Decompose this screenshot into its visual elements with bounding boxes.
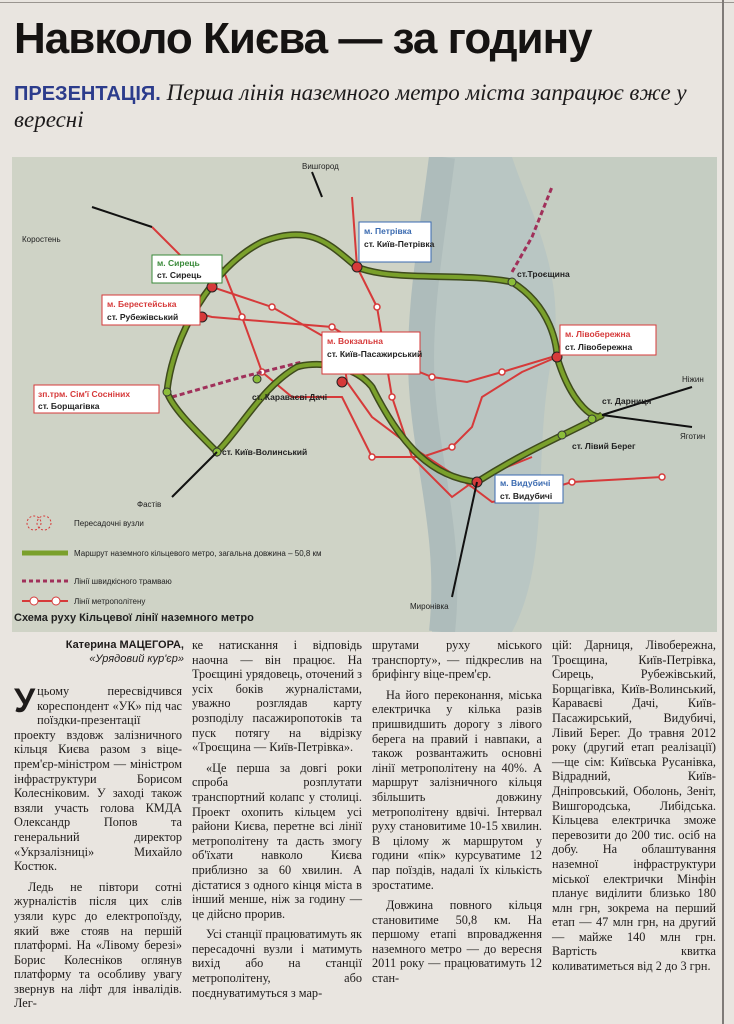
label-vokzal-metro: м. Вокзальна [327, 336, 383, 346]
article-paragraph: ке натискання і відповідь наочна — він працює. На Троєщині урядовець, оточений з усіх боків журналістами, уважно розглядав карту розподілу пасажиропотоків та пуск потягу на відрізку «Троєщина — Київ-Петрівка». [192, 638, 362, 755]
place-yahotyn: Яготин [680, 432, 706, 441]
article-paragraph: «Це перша за довгі роки спроба розплутати транспортний колапс у столиці. Проект охопить кільцем усі райони Києва, перетне всі лінії метрополітену та дасть змогу об'їхати навколо Києва приблизно за 60 хвилин. А дістатися з одного кінця міста в інший менше, ніж за годину — це дійсно прорив. [192, 760, 362, 921]
article-paragraph-text: цьому пересвідчився кореспондент «УК» під час поїздки-презентації проекту вздовж залізничного кільця Києва разом з віце-прем'єр-міністром — міністром інфраструктури Борисом Колесніковим. У заході також взяли участь голова КМДА Олександр Попов та генеральний директор «Укрзалізниці» Михайло Костюк. [14, 684, 182, 874]
label-darnytsia: ст. Дарниця [602, 396, 652, 406]
legend-route: Маршрут наземного кільцевого метро, загальна довжина – 50,8 км [74, 549, 322, 558]
label-volynskyi: ст. Київ-Волинський [222, 447, 308, 457]
legend-tram: Лінії швидкісного трамваю [74, 577, 172, 586]
top-rule [0, 2, 734, 3]
label-petrivka-metro: м. Петрівка [364, 226, 412, 236]
article-column-4 [552, 638, 716, 980]
column-divider [722, 0, 724, 1024]
subheadline [14, 80, 714, 133]
label-berest-metro: м. Берестейська [107, 299, 177, 309]
left-bank-land [512, 157, 717, 632]
label-troieshchyna: ст.Троєщина [517, 269, 570, 279]
map-svg [12, 157, 717, 632]
label-vydubychi-metro: м. Видубичі [500, 478, 551, 488]
article-paragraph [14, 684, 182, 874]
article-paragraph: На його переконання, міська електричка у кілька разів пришвидшить дорогу з лівого берега на правий і навпаки, а також розвантажить основні лінії метрополітену на 40%. А маршрут залізничного кільця збільшить довжину метрополітену вдвічі. Інтервал руху становитиме 10-15 хвилин. В цілому ж маршрутом у години «пік» курсуватиме 12 пар поїздів, надалі їх кількість зростатиме. [372, 687, 542, 892]
label-petrivka-station: ст. Київ-Петрівка [364, 239, 435, 249]
subhead-text: Перша лінія наземного метро міста запрацює вже у вересні [14, 80, 687, 132]
byline [14, 638, 184, 666]
label-liviy-bereg: ст. Лівий Берег [572, 441, 636, 451]
article-paragraph: Усі станції працюватимуть як пересадочні вузли і матимуть вихід або на станції метрополітену, або поєднуватимуться з мар- [192, 927, 362, 1000]
article-paragraph: Довжина повного кільця становитиме 50,8 км. На першому етапі впровадження наземного метро — до вересня 2011 року — працюватимуть 12 стан- [372, 898, 542, 986]
place-vyshhorod: Вишгород [302, 162, 339, 171]
article-paragraph: шрутами руху міського транспорту», — підкреслив на брифінгу віце-прем'єр. [372, 638, 542, 682]
place-korosten: Коростень [22, 235, 61, 244]
article-paragraph: Ледь не півтори сотні журналістів після цих слів узяли курс до електропоїзду, який вже стояв на першій платформі. На «Лівому березі» Борис Колесніков оглянув платформу та особливу увагу звернув на ліфт для інвалідів. Лег- [14, 879, 182, 1011]
label-vydubychi-station: ст. Видубичі [500, 491, 553, 501]
headline: Навколо Києва — за годину [14, 14, 592, 63]
byline-publication: «Урядовий кур'єр» [89, 653, 184, 665]
label-livob-station: ст. Лівобережна [565, 342, 633, 352]
ring-metro-map [12, 157, 717, 632]
label-karavaievi: ст. Караваєві Дачі [252, 392, 328, 402]
label-livob-metro: м. Лівобережна [565, 329, 631, 339]
place-nizhyn: Ніжин [682, 375, 704, 384]
article-paragraph: цій: Дарниця, Лівобережна, Троєщина, Київ-Петрівка, Сирець, Рубежівський, Борщагівка, Київ-Волинський, Караваєві Дачі, Київ-Пасажирський, Видубичі, Лівий Берег. До травня 2012 року (другий етап реалізації) —ще сім: Київська Русанівка, Відрадний, Київ-Дніпровський, Оболонь, Зеніт, Вишгородська, Либідська. Кільцева електричка зможе перевозити до 200 тис. осіб на добу. На облаштування наземної інфраструктури міської електрички Мінфін планує виділити близько 180 млн грн, зокрема на перший етап — 47 млн грн, на другий — майже 140 млн грн. Вартість квитка коливатиметься від 2 до 3 грн. [552, 638, 716, 974]
label-simi-station: ст. Борщагівка [38, 401, 100, 411]
legend-nodes: Пересадочні вузли [74, 519, 144, 528]
kicker-label: ПРЕЗЕНТАЦІЯ. [14, 83, 161, 105]
drop-cap: У [14, 682, 36, 720]
article-column-3 [372, 638, 542, 992]
byline-author: Катерина МАЦЕГОРА, [65, 639, 184, 651]
legend-metro: Лінії метрополітену [74, 597, 146, 606]
label-syrets-station: ст. Сирець [157, 270, 202, 280]
label-syrets-metro: м. Сирець [157, 258, 200, 268]
article-column-1 [14, 684, 182, 1017]
article-column-2 [192, 638, 362, 1006]
label-vokzal-station: ст. Київ-Пасажирський [327, 349, 423, 359]
place-myronivka: Миронівка [410, 602, 449, 611]
label-berest-station: ст. Рубежівський [107, 312, 179, 322]
label-simi-tram: зп.трм. Сім'ї Сосніних [38, 389, 131, 399]
map-caption: Схема руху Кільцевої лінії наземного метро [14, 612, 254, 624]
place-fastiv: Фастів [137, 500, 162, 509]
